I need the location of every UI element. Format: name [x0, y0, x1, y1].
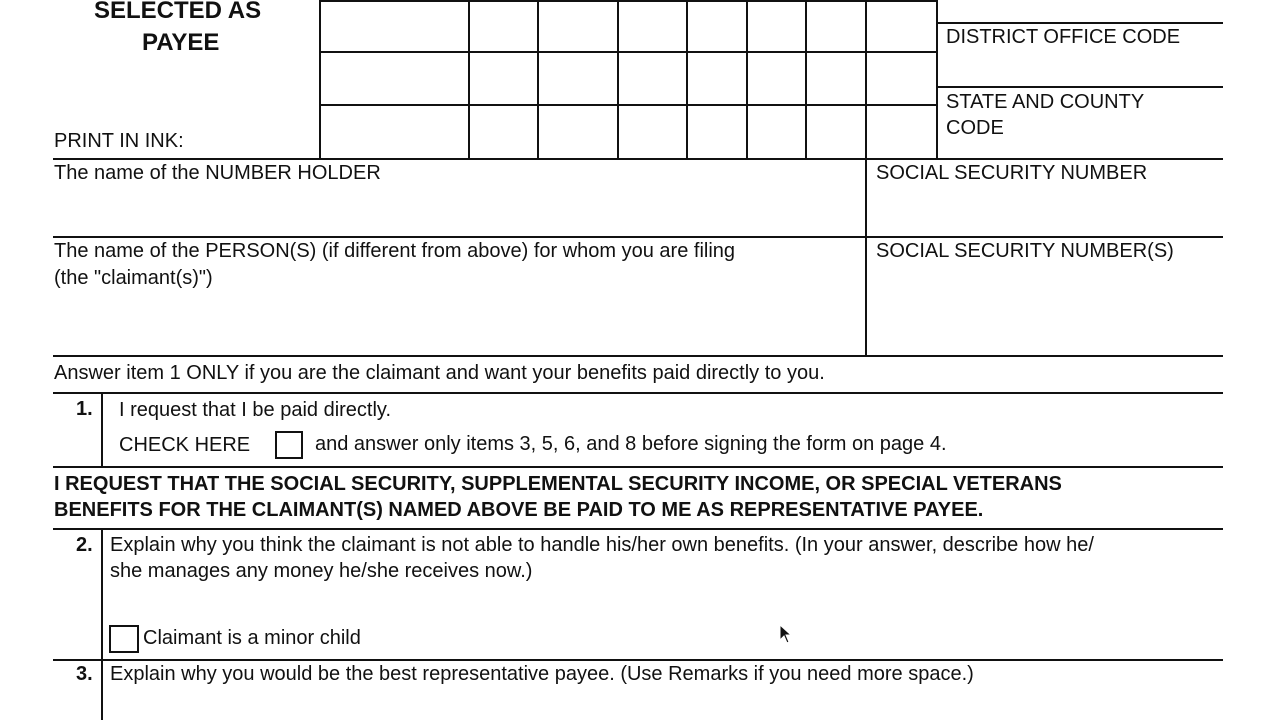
- title-line2: PAYEE: [142, 29, 220, 56]
- ssn-label: SOCIAL SECURITY NUMBER: [876, 162, 1148, 184]
- pay-directly-checkbox[interactable]: [275, 431, 303, 459]
- item1-number: 1.: [76, 398, 93, 420]
- item3-number: 3.: [76, 663, 93, 685]
- request-line1: I REQUEST THAT THE SOCIAL SECURITY, SUPPLEMENTAL SECURITY INCOME, OR SPECIAL VETERANS: [54, 473, 1062, 495]
- minor-child-label: Claimant is a minor child: [143, 627, 361, 649]
- mouse-cursor-icon: [779, 624, 793, 649]
- item2-line1: Explain why you think the claimant is not able to handle his/her own benefits. (In your answer, describe how he/: [110, 534, 1094, 556]
- print-in-ink-label: PRINT IN INK:: [54, 130, 184, 152]
- check-here-label: CHECK HERE: [119, 434, 251, 456]
- minor-child-checkbox[interactable]: [109, 625, 139, 653]
- item2-line2: she manages any money he/she receives now.): [110, 560, 533, 582]
- state-county-code-label-2: CODE: [946, 117, 1004, 139]
- item1-instructions: and answer only items 3, 5, 6, and 8 before signing the form on page 4.: [315, 433, 947, 455]
- item3-text: Explain why you would be the best representative payee. (Use Remarks if you need more space.): [110, 663, 974, 685]
- title-line1: SELECTED AS: [94, 0, 262, 24]
- item2-number: 2.: [76, 534, 93, 556]
- item1-intro: Answer item 1 ONLY if you are the claimant and want your benefits paid directly to you.: [54, 362, 825, 384]
- item1-text: I request that I be paid directly.: [119, 399, 392, 421]
- claimant-name-label-2: (the "claimant(s)"): [54, 267, 213, 289]
- claimant-name-label-1: The name of the PERSON(S) (if different from above) for whom you are filing: [54, 240, 736, 262]
- number-holder-label: The name of the NUMBER HOLDER: [54, 162, 381, 184]
- request-line2: BENEFITS FOR THE CLAIMANT(S) NAMED ABOVE BE PAID TO ME AS REPRESENTATIVE PAYEE.: [54, 499, 984, 521]
- ssns-label: SOCIAL SECURITY NUMBER(S): [876, 240, 1174, 262]
- state-county-code-label-1: STATE AND COUNTY: [946, 91, 1145, 113]
- district-office-code-label: DISTRICT OFFICE CODE: [946, 26, 1181, 48]
